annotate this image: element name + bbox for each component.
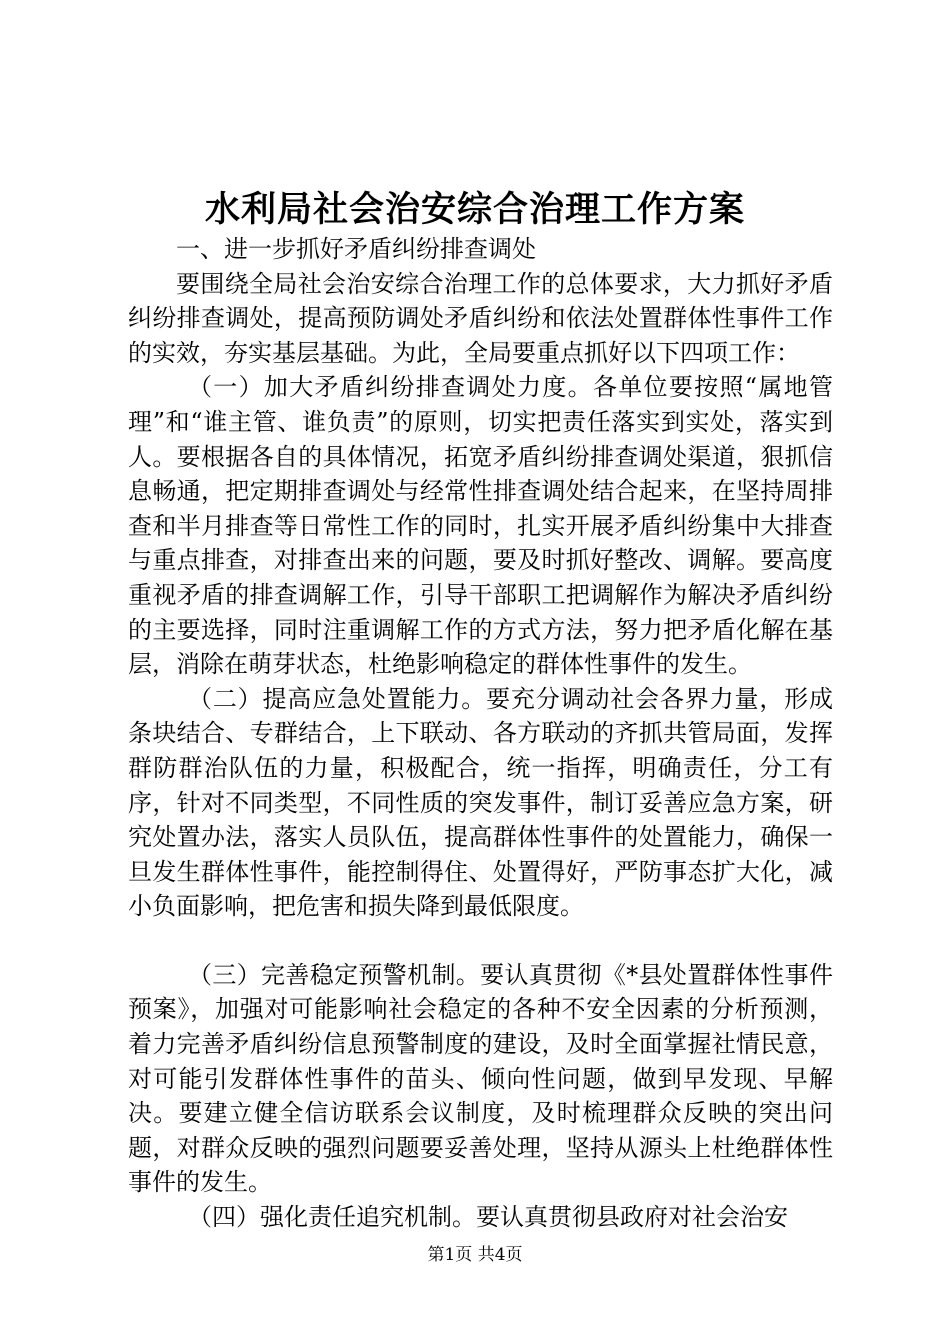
- paragraph-item-1: （一）加大矛盾纠纷排查调处力度。各单位要按照“属地管理”和“谁主管、谁负责”的原则，切实把责任落实到实处，落实到人。要根据各自的具体情况，拓宽矛盾纠纷排查调处渠道，狠抓信息畅通，把定期排查调处与经常性排查调处结合起来，在坚持周排查和半月排查等日常性工作的同时，扎实开展矛盾纠纷集中大排查与重点排查，对排查出来的问题，要及时抓好整改、调解。要高度重视矛盾的排查调解工作，引导干部职工把调解作为解决矛盾纠纷的主要选择，同时注重调解工作的方式方法，努力把矛盾化解在基层，消除在萌芽状态，杜绝影响稳定的群体性事件的发生。: [128, 373, 833, 679]
- paragraph-item-3: （三）完善稳定预警机制。要认真贯彻《*县处置群体性事件预案》，加强对可能影响社会稳定的各种不安全因素的分析预测，着力完善矛盾纠纷信息预警制度的建设，及时全面掌握社情民意，对可能引发群体性事件的苗头、倾向性问题，做到早发现、早解决。要建立健全信访联系会议制度，及时梳理群众反映的突出问题，对群众反映的强烈问题要妥善处理，坚持从源头上杜绝群体性事件的发生。: [128, 960, 833, 1197]
- document-title: 水利局社会治安综合治理工作方案: [204, 189, 745, 230]
- paragraph-item-4: （四）强化责任追究机制。要认真贯彻县政府对社会治安: [188, 1203, 788, 1232]
- document-body: [128, 232, 833, 1235]
- section-heading: 一、进一步抓好矛盾纠纷排查调处: [176, 235, 536, 263]
- page-footer: 第1页 共4页: [427, 1245, 523, 1265]
- paragraph-item-2: （二）提高应急处置能力。要充分调动社会各界力量，形成条块结合、专群结合，上下联动、各方联动的齐抓共管局面，发挥群防群治队伍的力量，积极配合，统一指挥，明确责任，分工有序，针对不同类型，不同性质的突发事件，制订妥善应急方案，研究处置办法，落实人员队伍，提高群体性事件的处置能力，确保一旦发生群体性事件，能控制得住、处置得好，严防事态扩大化，减小负面影响，把危害和损失降到最低限度。: [128, 684, 833, 921]
- paragraph-intro: 要围绕全局社会治安综合治理工作的总体要求，大力抓好矛盾纠纷排查调处，提高预防调处矛盾纠纷和依法处置群体性事件工作的实效，夯实基层基础。为此，全局要重点抓好以下四项工作：: [128, 269, 833, 367]
